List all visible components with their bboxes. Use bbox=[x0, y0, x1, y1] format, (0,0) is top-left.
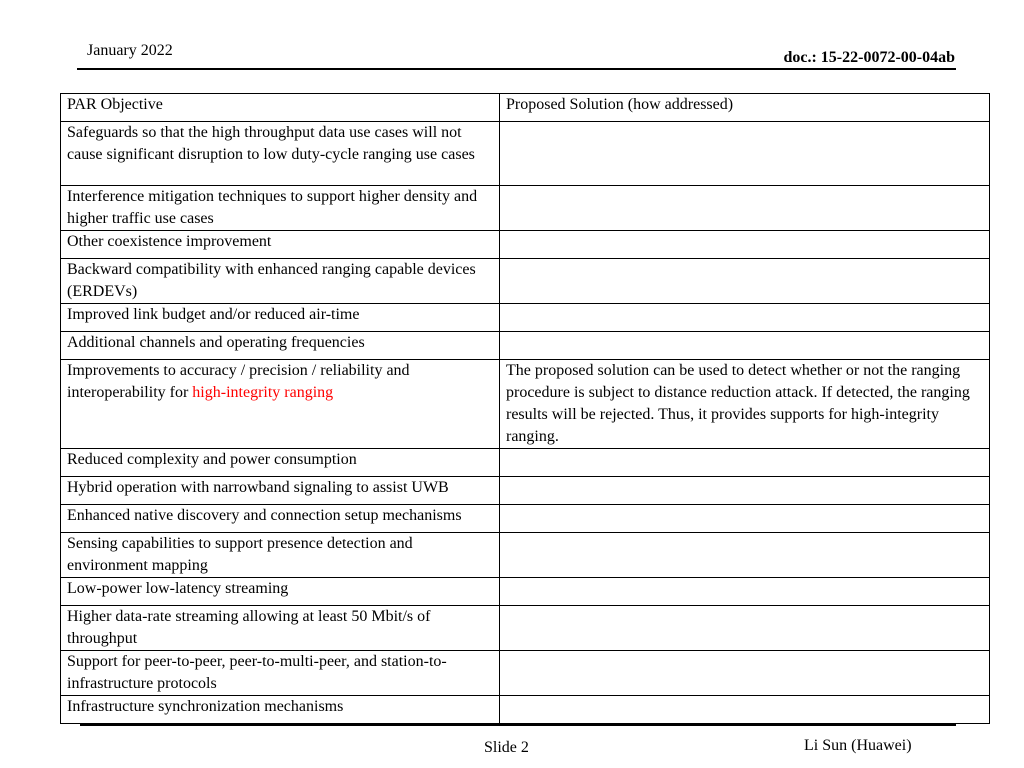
table-row bbox=[61, 186, 990, 231]
table-row bbox=[61, 360, 990, 449]
objective-cell: Low-power low-latency streaming bbox=[61, 578, 500, 606]
solution-cell bbox=[500, 332, 990, 360]
solution-cell bbox=[500, 505, 990, 533]
column-header-solution: Proposed Solution (how addressed) bbox=[500, 94, 990, 122]
solution-cell bbox=[500, 259, 990, 304]
header-doc-id: doc.: 15-22-0072-00-04ab bbox=[783, 49, 955, 66]
header-divider bbox=[77, 68, 956, 70]
objective-cell: Interference mitigation techniques to support higher density and higher traffic use cases bbox=[61, 186, 500, 231]
table-row bbox=[61, 578, 990, 606]
footer-author: Li Sun (Huawei) bbox=[804, 737, 912, 754]
objective-cell: Sensing capabilities to support presence detection and environment mapping bbox=[61, 533, 500, 578]
solution-cell bbox=[500, 578, 990, 606]
objective-text: Improvements to accuracy / precision / reliability and interoperability for bbox=[67, 362, 410, 401]
objective-cell: Safeguards so that the high throughput data use cases will not cause significant disruption to low duty-cycle ranging use cases bbox=[61, 122, 500, 186]
par-objectives-table bbox=[60, 93, 990, 724]
table-row bbox=[61, 533, 990, 578]
objective-cell: Support for peer-to-peer, peer-to-multi-peer, and station-to-infrastructure protocols bbox=[61, 651, 500, 696]
table-row bbox=[61, 332, 990, 360]
solution-cell bbox=[500, 304, 990, 332]
objective-cell: Improved link budget and/or reduced air-time bbox=[61, 304, 500, 332]
solution-cell bbox=[500, 122, 990, 186]
solution-cell bbox=[500, 533, 990, 578]
solution-cell bbox=[500, 651, 990, 696]
table-row bbox=[61, 449, 990, 477]
solution-cell bbox=[500, 477, 990, 505]
table-row bbox=[61, 696, 990, 724]
solution-cell bbox=[500, 186, 990, 231]
column-header-objective: PAR Objective bbox=[61, 94, 500, 122]
solution-cell bbox=[500, 696, 990, 724]
objective-cell: Higher data-rate streaming allowing at least 50 Mbit/s of throughput bbox=[61, 606, 500, 651]
solution-cell bbox=[500, 449, 990, 477]
table-row bbox=[61, 259, 990, 304]
table-row bbox=[61, 505, 990, 533]
objective-cell: Hybrid operation with narrowband signaling to assist UWB bbox=[61, 477, 500, 505]
objective-cell: Additional channels and operating frequencies bbox=[61, 332, 500, 360]
objective-cell: Other coexistence improvement bbox=[61, 231, 500, 259]
objective-highlight: high-integrity ranging bbox=[192, 384, 334, 401]
objective-cell: Enhanced native discovery and connection setup mechanisms bbox=[61, 505, 500, 533]
solution-cell: The proposed solution can be used to detect whether or not the ranging procedure is subject to distance reduction attack. If detected, the ranging results will be rejected. Thus, it provides supports for high-integrity ranging. bbox=[500, 360, 990, 449]
footer-divider bbox=[80, 724, 956, 726]
objective-cell: Reduced complexity and power consumption bbox=[61, 449, 500, 477]
table-header-row bbox=[61, 94, 990, 122]
table-row bbox=[61, 651, 990, 696]
table-row bbox=[61, 231, 990, 259]
slide-number: Slide 2 bbox=[484, 739, 529, 756]
objective-cell: Infrastructure synchronization mechanisms bbox=[61, 696, 500, 724]
header-date: January 2022 bbox=[87, 42, 173, 59]
solution-cell bbox=[500, 606, 990, 651]
objective-cell bbox=[61, 360, 500, 449]
table-row bbox=[61, 304, 990, 332]
table-row bbox=[61, 606, 990, 651]
table-row bbox=[61, 122, 990, 186]
objective-cell: Backward compatibility with enhanced ranging capable devices (ERDEVs) bbox=[61, 259, 500, 304]
table-row bbox=[61, 477, 990, 505]
solution-cell bbox=[500, 231, 990, 259]
